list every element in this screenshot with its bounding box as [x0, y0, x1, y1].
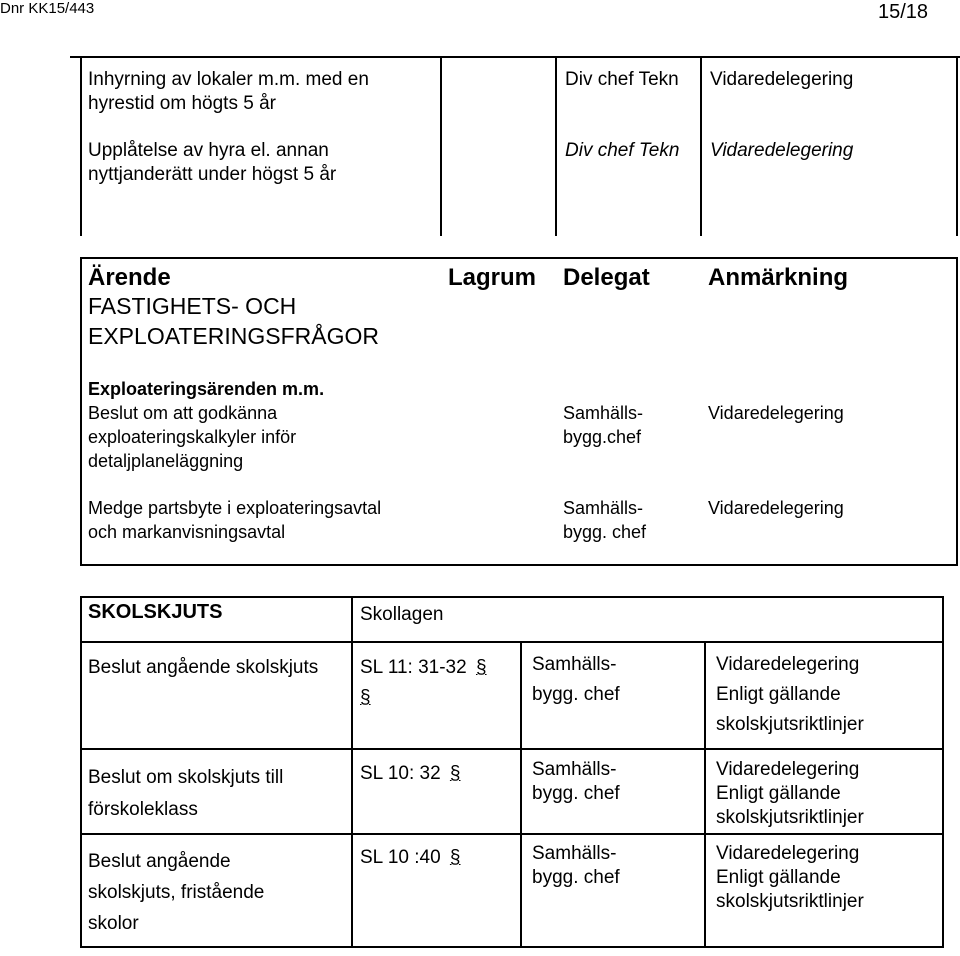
table-1-col-divider — [440, 56, 442, 236]
delegat-cell: Samhälls- bygg. chef — [563, 498, 647, 542]
table-2-top-border — [80, 257, 958, 259]
anmarkning-cell: Vidaredelegering Enligt gällande skolskjutsriktlinjer — [716, 654, 864, 735]
delegat-cell: Div chef Tekn — [565, 140, 680, 161]
subsection-heading: Exploateringsärenden m.m. — [88, 379, 325, 399]
arende-cell: Inhyrning av lokaler m.m. med en hyrestid om högts 5 år — [88, 69, 369, 114]
law-reference: Skollagen — [360, 604, 444, 625]
lagrum-text: SL 10: 32 — [360, 763, 441, 784]
lagrum-cell — [360, 846, 461, 870]
delegat-cell: Samhälls- bygg. chef — [532, 654, 620, 705]
table-2-bottom-border — [80, 564, 958, 566]
section-heading: FASTIGHETS- OCH EXPLOATERINGSFRÅGOR — [88, 293, 379, 349]
section-heading: SKOLSKJUTS — [88, 601, 223, 623]
arende-cell: Beslut om att godkänna exploateringskalkyler inför detaljplaneläggning — [88, 403, 297, 471]
table-3-right-border — [942, 596, 944, 948]
arende-cell: Beslut angående skolskjuts, fristående skolor — [88, 851, 265, 934]
table-1-top-border — [70, 56, 960, 58]
table-2-right-border — [956, 257, 958, 566]
table-3-row-divider — [80, 641, 944, 643]
table-1-left-border — [80, 56, 82, 236]
arende-cell: Medge partsbyte i exploateringsavtal och markanvisningsavtal — [88, 498, 382, 542]
delegat-cell: Div chef Tekn — [565, 69, 679, 90]
table-2-left-border — [80, 257, 82, 566]
page-number: 15/18 — [878, 1, 929, 23]
table-3-col-divider — [351, 596, 353, 948]
lagrum-cell-extra — [360, 686, 371, 710]
anmarkning-cell: Vidaredelegering — [710, 69, 854, 90]
column-header-delegat: Delegat — [563, 264, 650, 291]
anmarkning-cell: Vidaredelegering Enligt gällande skolskjutsriktlinjer — [716, 843, 864, 912]
column-header-arende: Ärende — [88, 264, 171, 291]
table-3-left-border — [80, 596, 82, 948]
document-number: Dnr KK15/443 — [0, 0, 95, 17]
lagrum-text: SL 11: 31-32 — [360, 657, 467, 678]
lagrum-cell — [360, 656, 487, 680]
paragraph-sign: § — [475, 657, 487, 678]
paragraph-sign: § — [449, 847, 461, 868]
table-3-col-divider — [704, 641, 706, 948]
arende-cell: Beslut om skolskjuts till förskoleklass — [88, 767, 284, 820]
table-3-row-divider — [80, 748, 944, 750]
table-3-col-divider — [520, 641, 522, 948]
arende-cell: Beslut angående skolskjuts — [88, 657, 319, 678]
table-1-col-divider — [700, 56, 702, 236]
anmarkning-cell: Vidaredelegering — [710, 140, 854, 161]
arende-cell: Upplåtelse av hyra el. annan nyttjanderätt under högst 5 år — [88, 140, 337, 185]
column-header-lagrum: Lagrum — [448, 264, 537, 291]
lagrum-text: SL 10 :40 — [360, 847, 441, 868]
delegat-cell: Samhälls- bygg. chef — [532, 843, 620, 888]
lagrum-cell — [360, 762, 461, 786]
paragraph-sign: § — [449, 763, 461, 784]
anmarkning-cell: Vidaredelegering — [708, 498, 844, 518]
table-3-bottom-border — [80, 946, 944, 948]
anmarkning-cell: Vidaredelegering Enligt gällande skolskjutsriktlinjer — [716, 759, 864, 828]
table-1-col-divider — [555, 56, 557, 236]
paragraph-sign: § — [360, 687, 371, 708]
delegat-cell: Samhälls- bygg.chef — [563, 403, 644, 447]
column-header-anmarkning: Anmärkning — [708, 264, 849, 291]
table-3-row-divider — [80, 833, 944, 835]
table-1-right-border — [956, 56, 958, 236]
table-3-top-border — [80, 596, 944, 598]
anmarkning-cell: Vidaredelegering — [708, 403, 844, 423]
delegat-cell: Samhälls- bygg. chef — [532, 759, 620, 804]
